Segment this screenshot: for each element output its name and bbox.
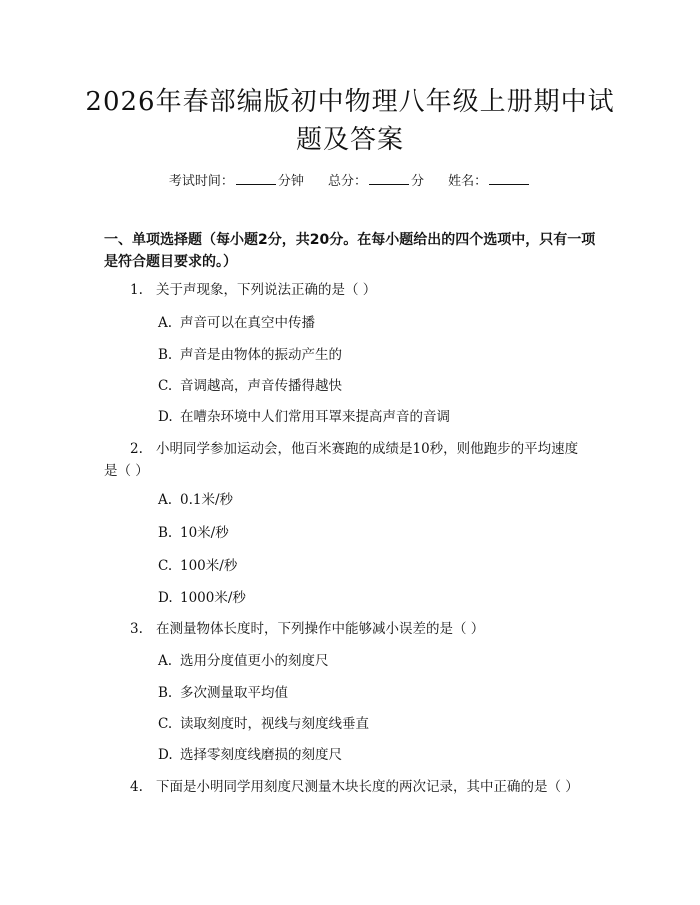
total-score-field <box>328 170 424 189</box>
exam-info-bar <box>0 170 700 189</box>
question-text: 下面是小明同学用刻度尺测量木块长度的两次记录，其中正确的是（ ） <box>156 779 579 795</box>
question-2-option-c[interactable]: C. 100米/秒 <box>158 558 238 574</box>
question-number: 1. <box>130 282 143 298</box>
exam-time-label: 考试时间： <box>168 174 234 189</box>
exam-time-unit: 分钟 <box>277 174 304 189</box>
question-1-option-a[interactable]: A. 声音可以在真空中传播 <box>158 315 315 331</box>
question-3 <box>104 618 604 640</box>
name-label: 姓名： <box>448 174 488 189</box>
question-3-option-a[interactable]: A. 选用分度值更小的刻度尺 <box>158 653 329 669</box>
question-text: 在测量物体长度时，下列操作中能够减小误差的是（ ） <box>156 621 485 637</box>
page-title-line-1: 2026年春部编版初中物理八年级上册期中试 <box>85 87 615 117</box>
question-1 <box>104 279 604 301</box>
total-score-blank[interactable] <box>369 172 409 185</box>
name-field <box>448 170 531 189</box>
total-score-label: 总分： <box>327 174 367 189</box>
question-4 <box>104 776 604 798</box>
name-blank[interactable] <box>489 172 529 185</box>
question-text-line-2: 是（ ） <box>104 463 149 479</box>
question-number: 2. <box>130 441 143 457</box>
question-number: 4. <box>130 779 143 795</box>
total-score-unit: 分 <box>411 174 425 189</box>
page-title-line-2: 题及答案 <box>295 125 404 155</box>
question-2-continued <box>104 460 604 482</box>
question-text-line-1: 小明同学参加运动会，他百米赛跑的成绩是10秒，则他跑步的平均速度 <box>156 441 579 457</box>
question-text: 关于声现象，下列说法正确的是（ ） <box>156 282 377 298</box>
exam-time-blank[interactable] <box>236 172 276 185</box>
question-2-option-b[interactable]: B. 10米/秒 <box>158 525 229 541</box>
section-heading: 一、单项选择题（每小题2分，共20分。在每小题给出的四个选项中，只有一项是符合题目要求的。） <box>104 232 596 270</box>
question-1-option-b[interactable]: B. 声音是由物体的振动产生的 <box>158 347 342 363</box>
question-1-option-c[interactable]: C. 音调越高，声音传播得越快 <box>158 378 342 394</box>
question-number: 3. <box>130 621 143 637</box>
question-2 <box>104 438 604 460</box>
question-3-option-b[interactable]: B. 多次测量取平均值 <box>158 685 288 701</box>
question-1-option-d[interactable]: D. 在嘈杂环境中人们常用耳罩来提高声音的音调 <box>158 409 450 425</box>
question-3-option-d[interactable]: D. 选择零刻度线磨损的刻度尺 <box>158 747 342 763</box>
exam-time-field <box>169 170 304 189</box>
question-2-option-a[interactable]: A. 0.1米/秒 <box>158 492 234 508</box>
question-3-option-c[interactable]: C. 读取刻度时，视线与刻度线垂直 <box>158 716 369 732</box>
question-2-option-d[interactable]: D. 1000米/秒 <box>158 590 246 606</box>
